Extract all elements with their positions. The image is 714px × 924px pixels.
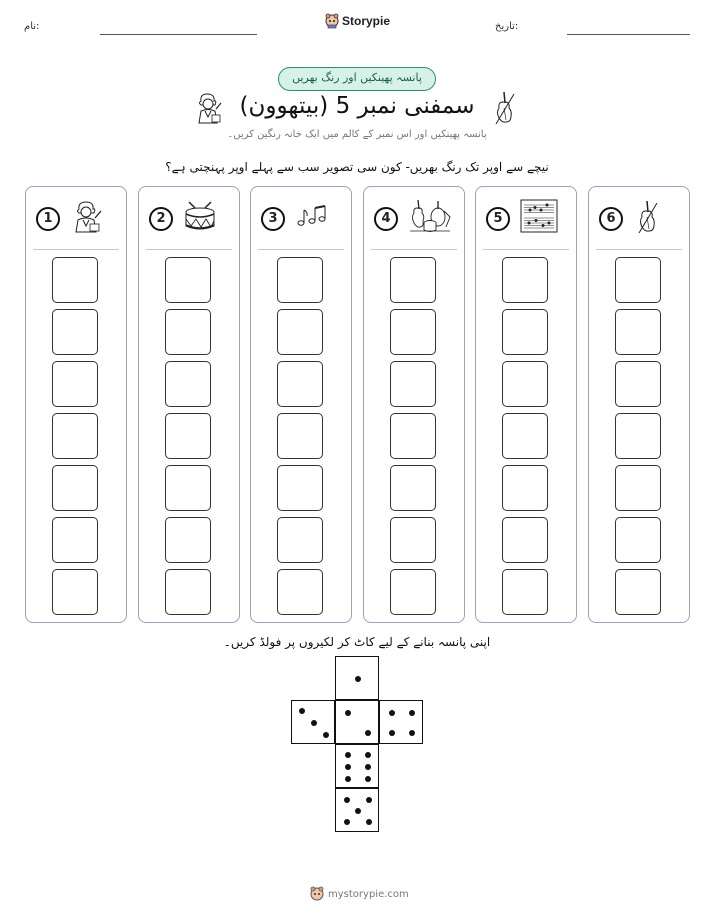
die-pip xyxy=(345,764,351,770)
page-subtitle: پانسہ پھینکیں اور اس نمبر کے کالم میں ایک خانہ رنگین کریں۔ xyxy=(227,129,487,140)
column-number: 1 xyxy=(36,207,60,231)
color-box[interactable] xyxy=(277,517,323,563)
color-box[interactable] xyxy=(502,361,548,407)
name-line xyxy=(100,34,257,35)
column-number: 5 xyxy=(486,207,510,231)
sheet-music-icon xyxy=(520,199,558,237)
color-box[interactable] xyxy=(390,361,436,407)
color-box[interactable] xyxy=(615,309,661,355)
column-3 xyxy=(250,186,352,623)
color-box[interactable] xyxy=(277,569,323,615)
color-box[interactable] xyxy=(390,257,436,303)
die-pip xyxy=(366,797,372,803)
color-box[interactable] xyxy=(615,517,661,563)
die-pip xyxy=(299,708,305,714)
die-pip xyxy=(366,819,372,825)
date-line xyxy=(567,34,690,35)
die-face-5 xyxy=(335,788,379,832)
color-box[interactable] xyxy=(52,569,98,615)
die-face-6 xyxy=(335,744,379,788)
storypie-mascot-icon xyxy=(325,13,339,29)
die-pip xyxy=(355,676,361,682)
die-face-3 xyxy=(291,700,335,744)
color-box[interactable] xyxy=(165,257,211,303)
color-box[interactable] xyxy=(615,569,661,615)
column-divider xyxy=(371,249,457,250)
die-pip xyxy=(409,710,415,716)
color-box[interactable] xyxy=(277,257,323,303)
violin-icon xyxy=(633,199,661,239)
brand-name: Storypie xyxy=(342,14,391,28)
column-divider xyxy=(258,249,344,250)
die-face-2 xyxy=(335,700,379,744)
die-face-4 xyxy=(379,700,423,744)
color-box[interactable] xyxy=(615,361,661,407)
color-box[interactable] xyxy=(52,517,98,563)
column-2 xyxy=(138,186,240,623)
die-face-1 xyxy=(335,656,379,700)
color-box[interactable] xyxy=(390,465,436,511)
die-pip xyxy=(344,797,350,803)
color-box[interactable] xyxy=(165,517,211,563)
column-divider xyxy=(596,249,682,250)
color-box[interactable] xyxy=(165,569,211,615)
fold-instruction: اپنی پانسہ بنانے کے لیے کاٹ کر لکیروں پر فولڈ کریں۔ xyxy=(223,635,491,649)
color-box[interactable] xyxy=(502,569,548,615)
column-divider xyxy=(483,249,569,250)
color-box[interactable] xyxy=(52,257,98,303)
die-pip xyxy=(345,776,351,782)
color-box[interactable] xyxy=(165,361,211,407)
color-box[interactable] xyxy=(502,517,548,563)
color-box[interactable] xyxy=(277,361,323,407)
column-4 xyxy=(363,186,465,623)
die-pip xyxy=(345,752,351,758)
color-box[interactable] xyxy=(52,361,98,407)
column-number: 2 xyxy=(149,207,173,231)
color-box[interactable] xyxy=(615,413,661,459)
color-box[interactable] xyxy=(165,309,211,355)
die-pip xyxy=(311,720,317,726)
column-divider xyxy=(146,249,232,250)
color-box[interactable] xyxy=(502,465,548,511)
color-box[interactable] xyxy=(52,309,98,355)
die-pip xyxy=(355,808,361,814)
die-pip xyxy=(345,710,351,716)
die-pip xyxy=(365,730,371,736)
storypie-logo xyxy=(325,13,390,29)
color-box[interactable] xyxy=(615,257,661,303)
column-5 xyxy=(475,186,577,623)
color-box[interactable] xyxy=(52,413,98,459)
column-6 xyxy=(588,186,690,623)
footer-url: mystorypie.com xyxy=(328,888,409,900)
page-title: سمفنی نمبر 5 (بیتھوون) xyxy=(239,93,475,119)
column-1 xyxy=(25,186,127,623)
footer xyxy=(310,886,409,902)
column-number: 4 xyxy=(374,207,398,231)
music-notes-icon xyxy=(295,199,329,237)
color-box[interactable] xyxy=(52,465,98,511)
name-label: نام: xyxy=(24,21,40,32)
activity-badge: پانسہ پھینکیں اور رنگ بھریں xyxy=(278,67,436,91)
die-pip xyxy=(365,752,371,758)
die-pip xyxy=(389,730,395,736)
storypie-mascot-icon xyxy=(310,886,324,902)
drum-icon xyxy=(183,199,217,237)
color-box[interactable] xyxy=(615,465,661,511)
column-number: 3 xyxy=(261,207,285,231)
color-box[interactable] xyxy=(277,309,323,355)
color-box[interactable] xyxy=(165,413,211,459)
beethoven-title-icon xyxy=(192,91,224,125)
color-box[interactable] xyxy=(502,413,548,459)
die-pip xyxy=(323,732,329,738)
die-pip xyxy=(365,764,371,770)
die-pip xyxy=(365,776,371,782)
instruction-text: نیچے سے اوپر تک رنگ بھریں- کون سی تصویر سب سے پہلے اوپر پہنچتی ہے؟ xyxy=(165,160,549,174)
color-box[interactable] xyxy=(502,257,548,303)
color-box[interactable] xyxy=(390,517,436,563)
color-box[interactable] xyxy=(390,413,436,459)
color-box[interactable] xyxy=(502,309,548,355)
orchestra-instruments-icon xyxy=(408,199,452,237)
die-pip xyxy=(344,819,350,825)
color-box[interactable] xyxy=(390,569,436,615)
column-number: 6 xyxy=(599,207,623,231)
color-box[interactable] xyxy=(165,465,211,511)
die-pip xyxy=(389,710,395,716)
column-divider xyxy=(33,249,119,250)
beethoven-icon xyxy=(70,199,104,237)
color-box[interactable] xyxy=(390,309,436,355)
color-box[interactable] xyxy=(277,413,323,459)
die-pip xyxy=(409,730,415,736)
violin-title-icon xyxy=(490,90,518,126)
color-box[interactable] xyxy=(277,465,323,511)
date-label: تاریخ: xyxy=(495,21,519,32)
